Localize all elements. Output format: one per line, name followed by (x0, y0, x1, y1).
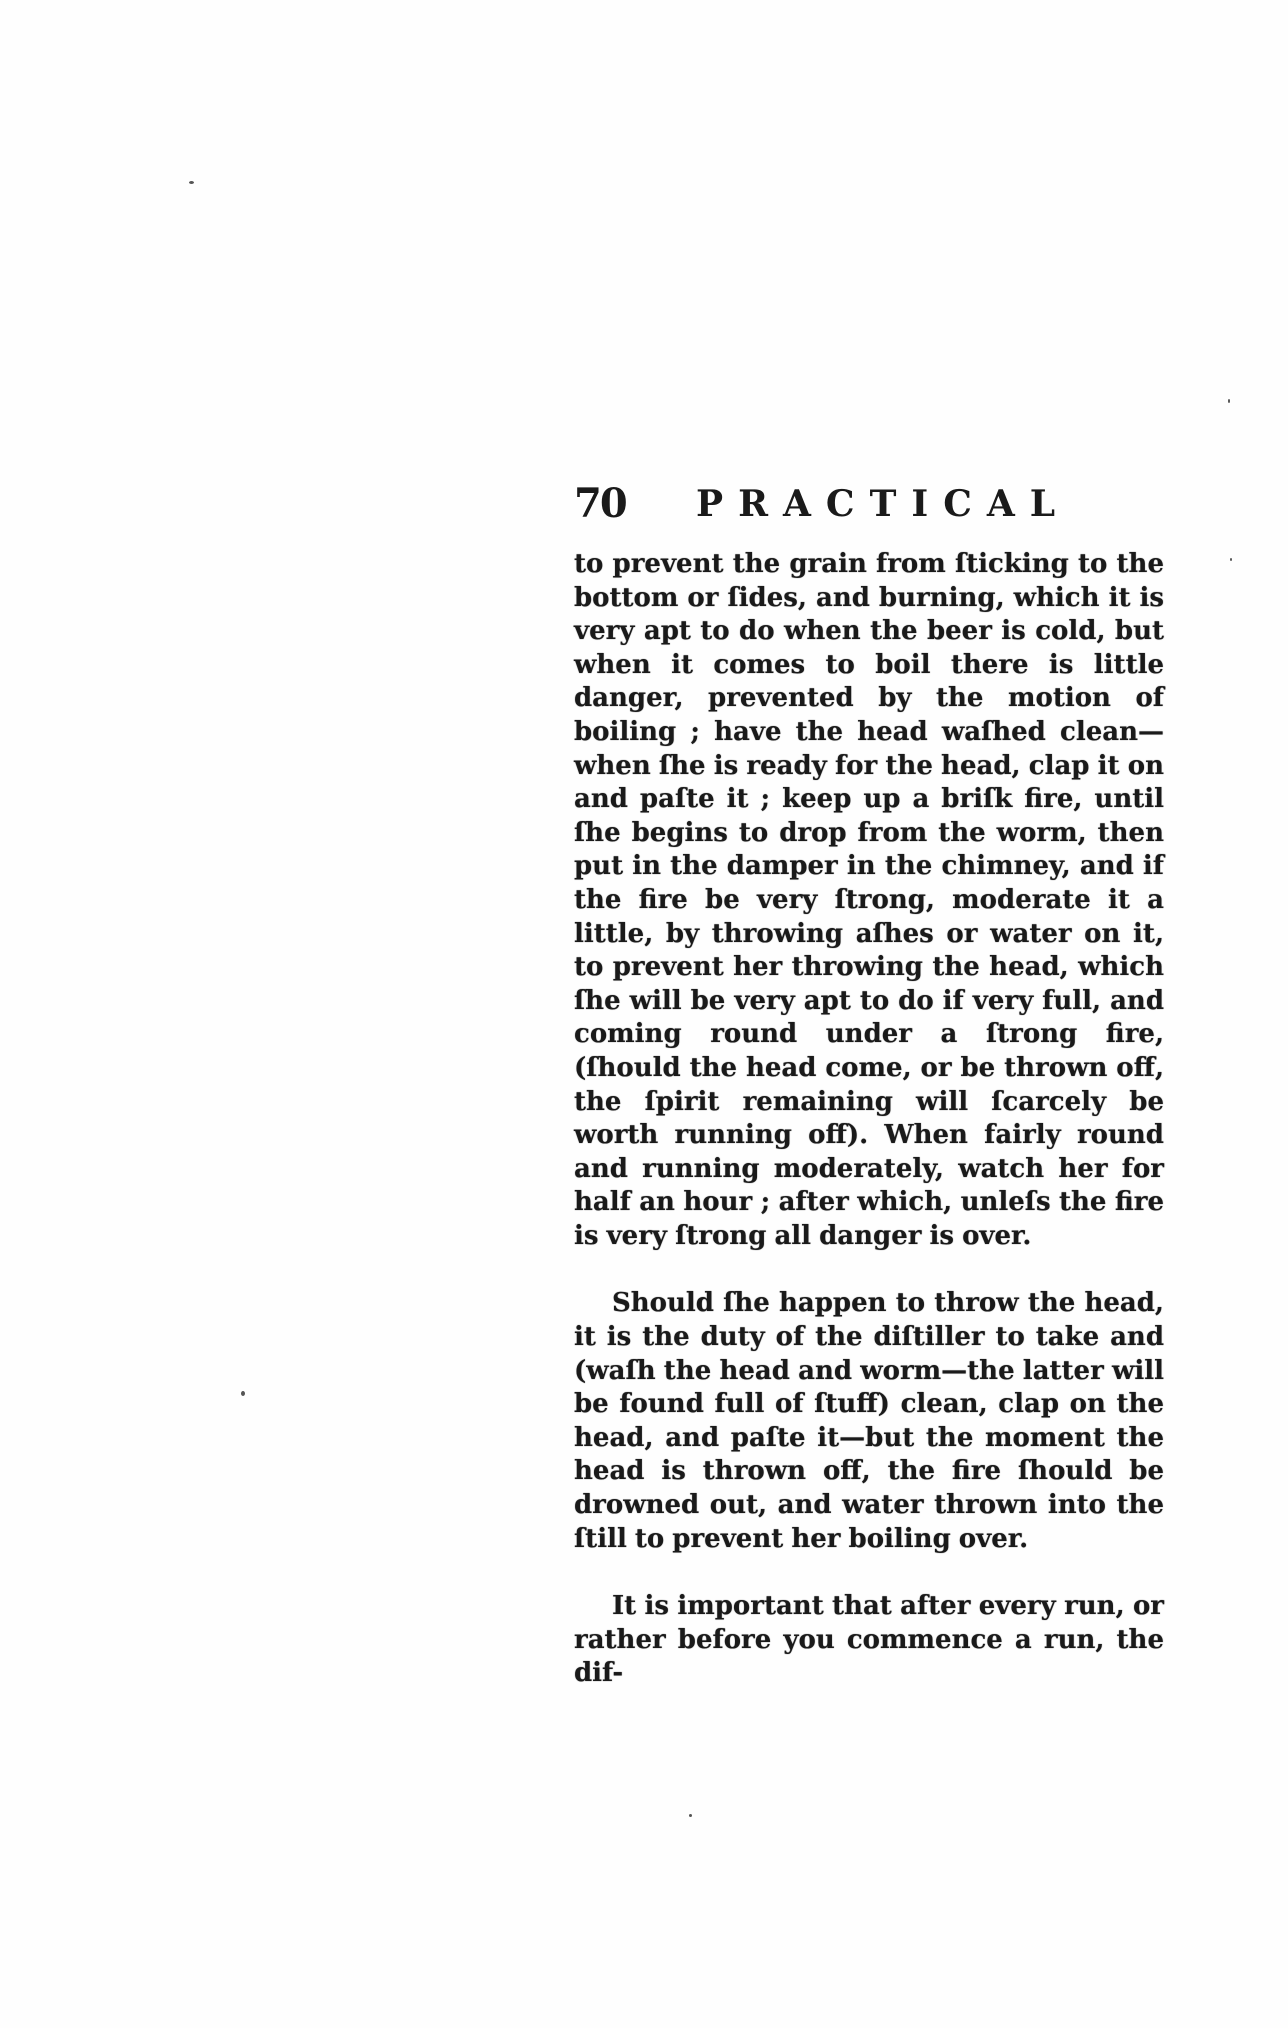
paper-speck (1230, 558, 1232, 561)
page-header (574, 478, 1164, 530)
paragraph: to prevent the grain from ſticking to the bottom or ſides, and burning, which it is very apt to do when the beer is cold, but when it comes to boil there is little danger, prevented by the motion of boiling ; have the head waſhed clean—when ſhe is ready for the head, clap it on and paſte it ; keep up a briſk fire, until ſhe begins to drop from the worm, then put in the damper in the chimney, and if the fire be very ſtrong, moderate it a little, by throwing aſhes or water on it, to prevent her throwing the head, which ſhe will be very apt to do if very full, and coming round under a ſtrong fire, (ſhould the head come, or be thrown off, the ſpirit remaining will ſcarcely be worth running off). When fairly round and running moderately, watch her for half an hour ; after which, unleſs the fire is very ſtrong all danger is over. (574, 549, 1164, 1251)
body-text (574, 548, 1164, 1691)
paragraph: It is important that after every run, or rather before you commence a run, the dif- (574, 1591, 1164, 1689)
paper-speck (1228, 399, 1230, 403)
page-number: 70 (574, 480, 626, 527)
paper-speck (689, 1814, 692, 1817)
paper-speck (241, 1391, 245, 1396)
paper-speck (189, 181, 194, 184)
paragraph: Should ſhe happen to throw the head, it is the duty of the diſtiller to take and (waſh the head and worm—the latter will be found full of ſtuff) clean, clap on the head, and paſte it—but the moment the head is thrown off, the fire ſhould be drowned out, and water thrown into the ſtill to prevent her boiling over. (574, 1288, 1164, 1554)
running-head: PRACTICAL (696, 483, 1071, 525)
